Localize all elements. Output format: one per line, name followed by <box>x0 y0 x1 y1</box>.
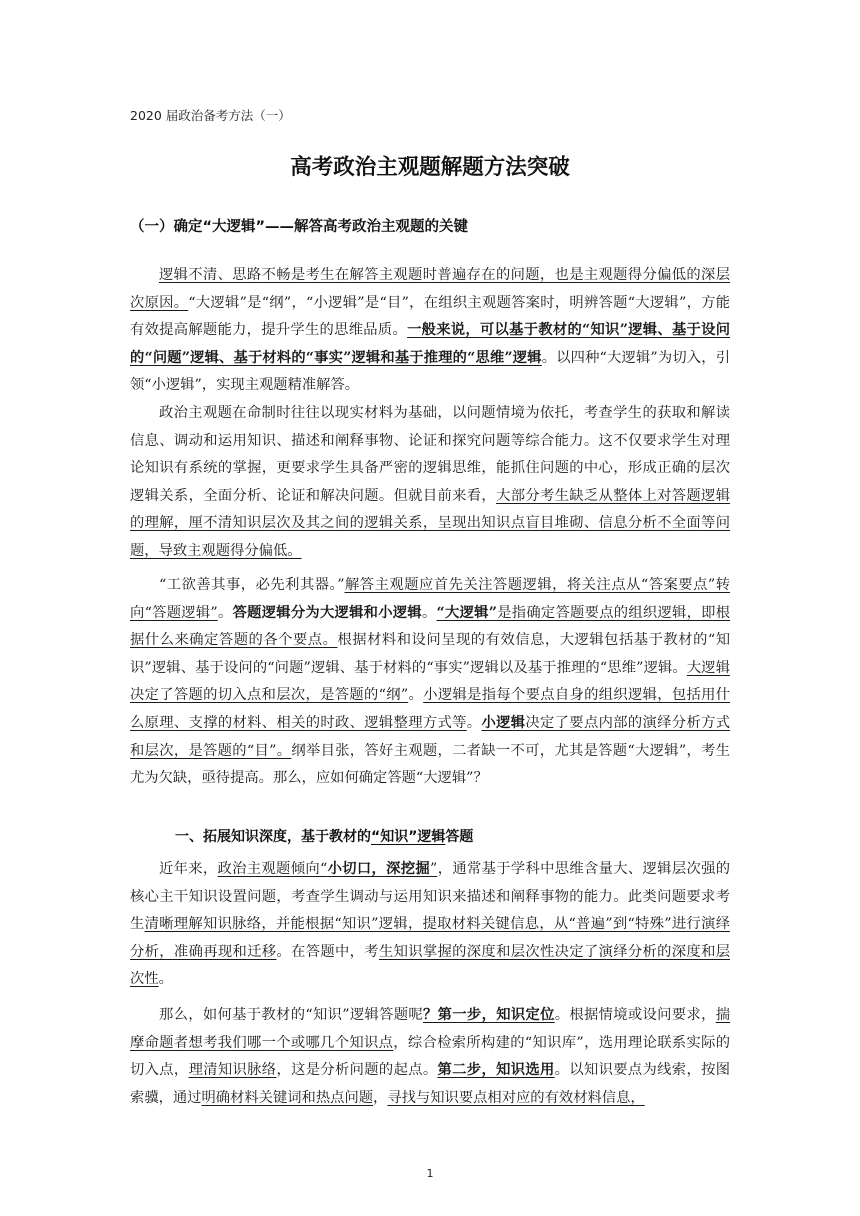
p5-step-2: 第二步，知识选用 <box>437 1062 555 1079</box>
subsection-suffix: 答题 <box>445 829 474 845</box>
p5-step-1: ？第一步，知识定位 <box>423 1007 555 1023</box>
p3-punct-2: 。 <box>421 604 437 621</box>
p5-sentence-12: 寻找与知识要点相对应的有效材料信息， <box>387 1089 645 1106</box>
p3-punct-1: 。 <box>217 604 233 621</box>
p4-sentence-2: 政治主观题倾向“ <box>217 861 328 877</box>
paragraph-3 <box>130 572 730 793</box>
p5-sentence-7: ，这是分析问题的起点。 <box>276 1062 438 1079</box>
paragraph-2 <box>130 400 730 566</box>
p5-sentence-10: 明确材料关键词和热点问题 <box>201 1089 374 1106</box>
section-heading: （一）确定“大逻辑”——解答高考政治主观题的关键 <box>130 219 469 235</box>
p3-sentence-15: 纲举目张，答好主观题，二者缺一不可，尤其是答题“大逻辑”，考生尤为欠缺，亟待提高。那么，应如何确定答题“大逻辑”？ <box>130 742 730 787</box>
p4-quote-close: ” <box>430 861 438 877</box>
p3-small-logic-term: 小逻辑 <box>481 714 526 731</box>
p1-sentence-3: 一般来说，可以基于教材的“知识”逻辑、基于设问的“问题”逻辑、基于材料的“事实”逻辑和基于推理的“思维”逻辑 <box>130 322 731 366</box>
p3-big-logic-term: “大逻辑” <box>436 604 497 621</box>
p2-sentence-1: 政治主观题在命制时往往以现实材料为基础，以问题情境为依托，考查学生的获取和解读信息、调动和运用知识、描述和阐释事物、论证和探究问题等综合能力。这不仅要求学生对理论知识有系统的掌握，更要求学生具备严密的逻辑思维，能抓住问题的中心，形成正确的层次逻辑关系，全面分析、论证和解决问题。但就目前来看， <box>130 405 730 504</box>
p4-punct: 。 <box>158 971 173 988</box>
subsection-prefix: 一、拓展知识深度，基于教材的 <box>175 829 371 845</box>
p3-sentence-2: 解答主观题应首先关注答题逻辑，将关注点从“答案要点”转向“答题逻辑” <box>130 577 731 621</box>
p5-sentence-6: 理清知识脉络 <box>188 1062 277 1079</box>
p4-sentence-8: 生知识掌握的深度和层次性决定了演绎分析的深度和层次性 <box>130 943 731 988</box>
p1-sentence-2: “大逻辑”是“纲”，“小逻辑”是“目”，在组织主观题答案时，明辨答题“大逻辑”，方能有效提高解题能力，提升学生的思维品质。 <box>130 294 731 339</box>
p3-quote: “工欲善其事，必先利其器。” <box>159 577 345 593</box>
paragraph-4 <box>130 856 730 994</box>
p4-sentence-5: ，通常基于学科中思维含量大、逻辑层次强的核心主干知识设置问题，考查学生调动与运用知识来描述和阐释事物的能力。此类问题要求考生 <box>130 861 731 933</box>
p5-sentence-3: 。根据情境或设问要求， <box>554 1007 716 1023</box>
p4-keyword: 小切口，深挖掘 <box>327 861 431 877</box>
document-title: 高考政治主观题解题方法突破 <box>290 155 570 180</box>
subsection-heading <box>175 826 473 846</box>
p3-sentence-7: 是指确定答题要点的组织逻辑，即根据什么来确定答题的各个要点。 <box>130 604 731 649</box>
paragraph-5 <box>130 1002 730 1112</box>
p2-sentence-2: 大部分考生缺乏从整体上对答题逻辑的理解，厘不清知识层次及其之间的逻辑关系，呈现出知识点盲目堆砌、信息分析不全面等问题，导致主观题得分偏低。 <box>130 487 730 559</box>
p4-sentence-6: 清晰理解知识脉络，并能根据“知识”逻辑，提取材料关键信息，从“普遍”到“特殊”进行演绎分析，准确再现和迁移 <box>130 916 731 960</box>
p5-punct: ， <box>373 1089 388 1106</box>
p3-punct-4: 。 <box>466 714 482 731</box>
paragraph-1 <box>130 262 730 400</box>
p1-sentence-1: 逻辑不清、思路不畅是考生在解答主观题时普遍存在的问题，也是主观题得分偏低的深层次原因。 <box>130 267 730 311</box>
p4-sentence-1: 近年来， <box>159 861 218 877</box>
p5-sentence-1: 那么，如何基于教材的“知识”逻辑答题呢 <box>159 1007 424 1023</box>
p5-sentence-5: ，综合检索所构建的“知识库”，选用理论联系实际的切入点， <box>130 1034 731 1079</box>
subsection-underlined: “知识”逻辑 <box>371 829 446 845</box>
p1-sentence-4: 。以四种“大逻辑”为切入，引领“小逻辑”，实现主观题精准解答。 <box>130 349 730 394</box>
p3-sentence-11: 小逻辑是指每个要点自身的组织逻辑，包括用什么原理、支撑的材料、相关的时政、逻辑整理方式等 <box>130 687 731 731</box>
p4-sentence-7: 。在答题中，考 <box>276 943 379 960</box>
p5-sentence-4: 揣摩命题者想考我们哪一个或哪几个知识点 <box>130 1007 731 1051</box>
series-label: 2020 届政治备考方法（一） <box>130 108 291 123</box>
p3-sentence-14: 决定了要点内部的演绎分析方式和层次，是答题的“目”。 <box>130 714 731 759</box>
p3-sentence-9: 大逻辑决定了答题的切入点和层次，是答题的“纲” <box>130 659 731 704</box>
p5-sentence-9: 。以知识要点为线索，按图索骥，通过 <box>130 1062 731 1106</box>
p3-sentence-4: 答题逻辑分为大逻辑和小逻辑 <box>232 604 422 621</box>
page-number: 1 <box>426 1167 434 1180</box>
p3-sentence-8: 根据材料和设问呈现的有效信息，大逻辑包括基于教材的“知识”逻辑、基于设问的“问题”逻辑、基于材料的“事实”逻辑以及基于推理的“思维”逻辑。 <box>130 632 731 676</box>
p3-punct-3: 。 <box>408 687 424 704</box>
